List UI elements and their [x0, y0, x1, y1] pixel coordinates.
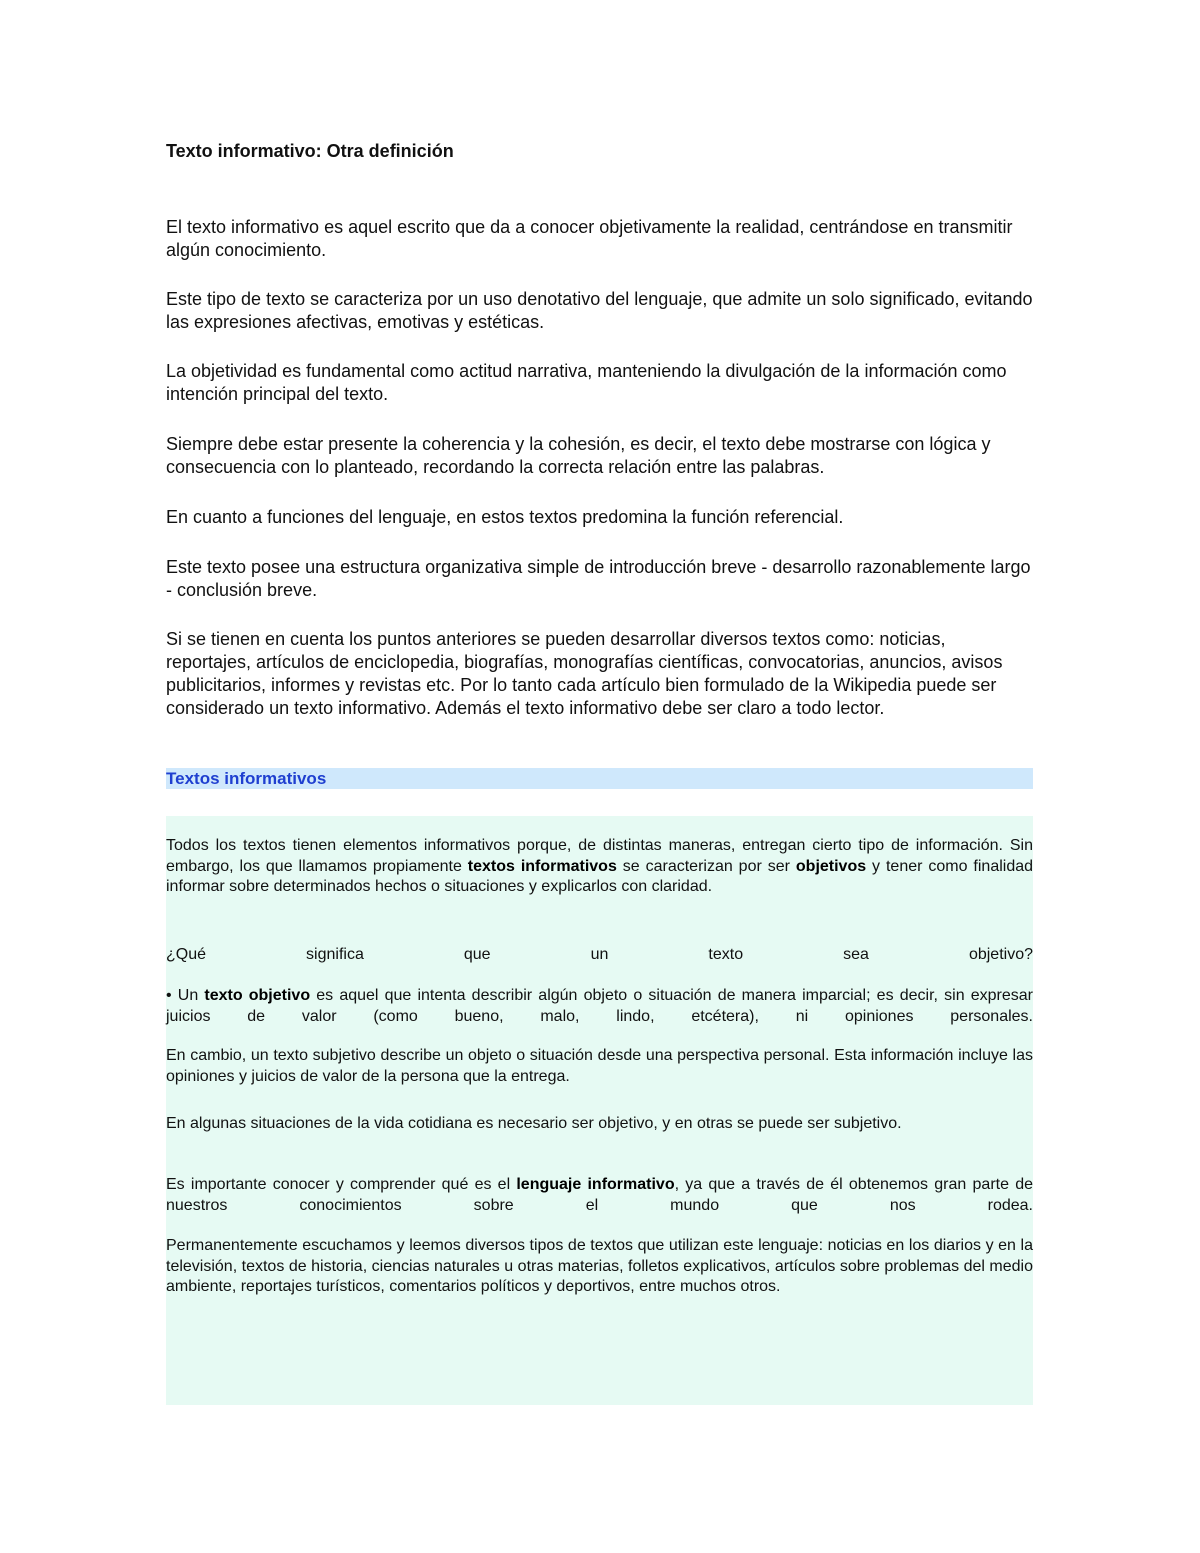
text-run: se caracterizan por ser — [616, 857, 796, 875]
bold-term: textos informativos — [467, 857, 617, 875]
section-heading: Textos informativos — [166, 768, 1033, 789]
paragraph: Este texto posee una estructura organizativa simple de introducción breve - desarrollo razonablemente largo - conclusión breve. — [166, 557, 1031, 600]
paragraph: El texto informativo es aquel escrito que da a conocer objetivamente la realidad, centrándose en transmitir algún conocimiento. — [166, 217, 1013, 260]
paragraph: Siempre debe estar presente la coherencia y la cohesión, es decir, el texto debe mostrarse con lógica y consecuencia con lo planteado, recordando la correcta relación entre las palabras. — [166, 434, 991, 477]
text-run: , ya que a través de él obtenemos gran parte de nuestros conocimientos sobre el mundo que nos rodea. — [166, 1176, 1034, 1214]
box-question: ¿Qué significa que un texto sea objetivo? — [166, 946, 1033, 963]
box-paragraph-objective — [166, 986, 1033, 1027]
text-run: Es importante conocer y comprender qué es el — [166, 1176, 517, 1193]
box-paragraph-language — [166, 1175, 1033, 1216]
box-paragraph-examples: Permanentemente escuchamos y leemos diversos tipos de textos que utilizan este lenguaje: noticias en los diarios y en la televisión, textos de historia, ciencias naturales u otras materias, folletos explicativos, artículos sobre problemas del medio ambiente, reportajes turísticos, comentarios políticos y deportivos, entre muchos otros. — [166, 1237, 1033, 1295]
text-run: y tener como finalidad informar sobre determinados hechos o situaciones y explicarlos con claridad. — [166, 857, 1034, 895]
text-run: • Un — [166, 987, 205, 1004]
paragraph: Si se tienen en cuenta los puntos anteriores se pueden desarrollar diversos textos como: noticias, reportajes, artículos de enciclopedia, biografías, monografías científicas, convocatorias, anuncios, avisos publicitarios, informes y revistas etc. Por lo tanto cada artículo bien formulado de la Wikipedia puede ser considerado un texto informativo. Además el texto informativo debe ser claro a todo lector. — [166, 629, 1003, 718]
paragraph: La objetividad es fundamental como actitud narrativa, manteniendo la divulgación de la información como intención principal del texto. — [166, 361, 1007, 404]
page-title: Texto informativo: Otra definición — [166, 141, 454, 161]
box-paragraph-subjective: En cambio, un texto subjetivo describe un objeto o situación desde una perspectiva personal. Esta información incluye las opiniones y juicios de valor de la persona que la entrega. — [166, 1047, 1033, 1085]
box-paragraph-situations: En algunas situaciones de la vida cotidiana es necesario ser objetivo, y en otras se puede ser subjetivo. — [166, 1115, 902, 1132]
box-paragraph-intro — [166, 836, 1033, 898]
paragraph: Este tipo de texto se caracteriza por un uso denotativo del lenguaje, que admite un solo significado, evitando las expresiones afectivas, emotivas y estéticas. — [166, 289, 1033, 332]
paragraph: En cuanto a funciones del lenguaje, en estos textos predomina la función referencial. — [166, 507, 844, 527]
text-run: Todos los textos tienen elementos informativos porque, de distintas maneras, entregan cierto tipo de información. Sin embargo, los que llamamos propiamente — [166, 837, 1033, 875]
text-run: es aquel que intenta describir algún objeto o situación de manera imparcial; es decir, sin expresar juicios de valor (como bueno, malo, lindo, etcétera), ni opiniones personales. — [166, 987, 1033, 1025]
info-box — [166, 816, 1033, 1405]
bold-term: texto objetivo — [204, 987, 311, 1004]
document-body — [166, 140, 1034, 718]
bold-term: lenguaje informativo — [516, 1176, 675, 1193]
bold-term: objetivos — [795, 857, 867, 875]
